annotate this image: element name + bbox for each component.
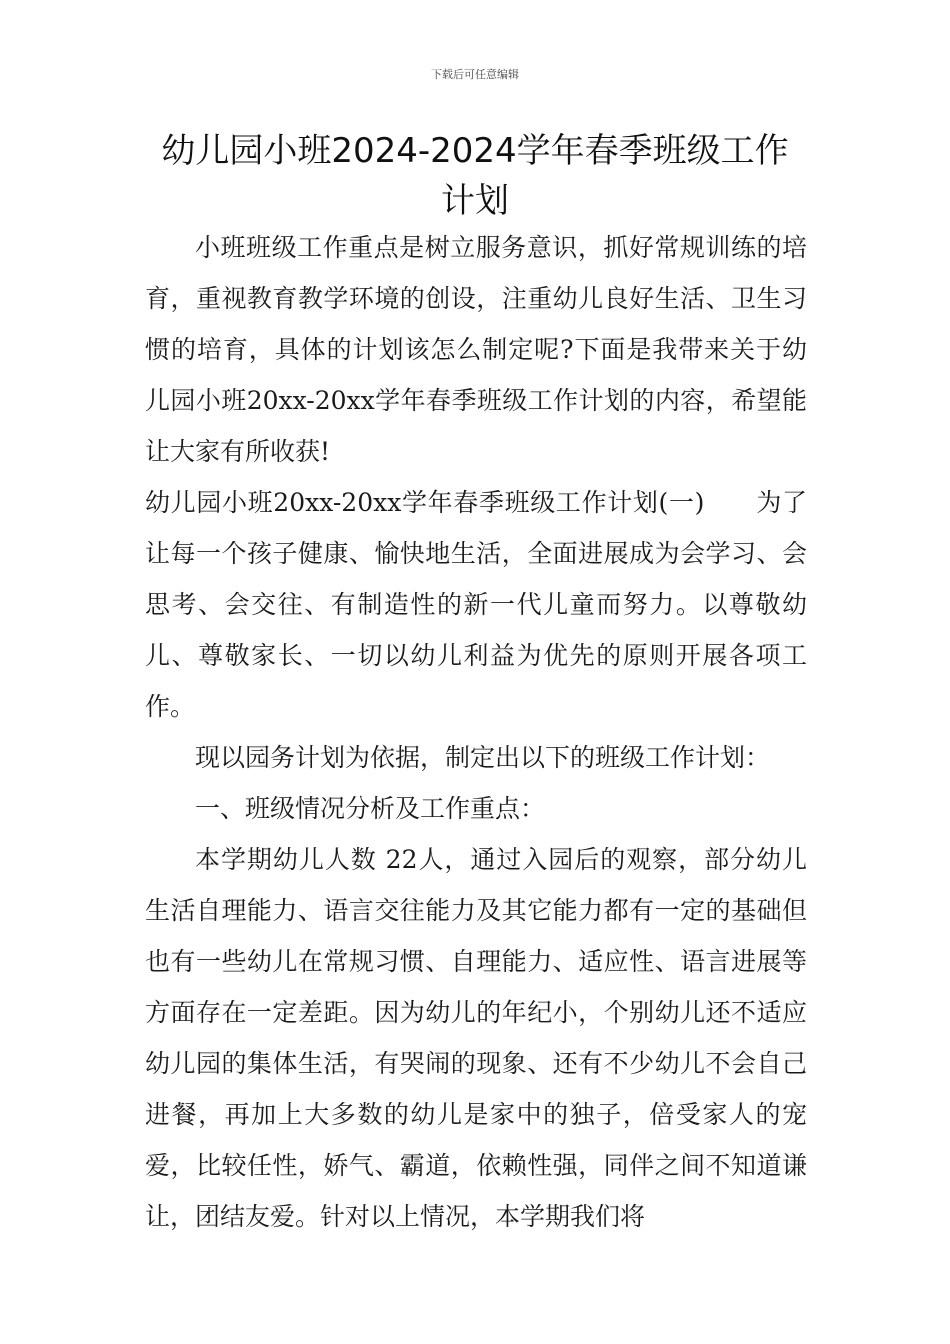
- section-heading-class-analysis: 一、班级情况分析及工作重点：: [195, 794, 546, 823]
- paragraph-basis: 现以园务计划为依据，制定出以下的班级工作计划：: [195, 743, 771, 772]
- header-note: 下载后可任意编辑: [431, 68, 519, 81]
- paragraph-intro: 小班班级工作重点是树立服务意识，抓好常规训练的培育，重视教育教学环境的创设，注重幼儿良好生活、卫生习惯的培育，具体的计划该怎么制定呢?下面是我带来关于幼儿园小班20xx-20xx学年春季班级工作计划的内容，希望能让大家有所收获!: [145, 233, 807, 466]
- document-title: 幼儿园小班2024-2024学年春季班级工作计划: [161, 131, 789, 221]
- paragraph-plan-one: 幼儿园小班20xx-20xx学年春季班级工作计划(一) 为了让每一个孩子健康、愉快地生活，全面进展成为会学习、会思考、会交往、有制造性的新一代儿童而努力。以尊敬幼儿、尊敬家长、一切以幼儿利益为优先的原则开展各项工作。: [145, 488, 807, 721]
- paragraph-class-situation: 本学期幼儿人数 22人，通过入园后的观察，部分幼儿生活自理能力、语言交往能力及其它能力都有一定的基础但也有一些幼儿在常规习惯、自理能力、适应性、语言进展等方面存在一定差距。因为幼儿的年纪小，个别幼儿还不适应幼儿园的集体生活，有哭闹的现象、还有不少幼儿不会自己进餐，再加上大多数的幼儿是家中的独子，倍受家人的宠爱，比较任性，娇气、霸道，依赖性强，同伴之间不知道谦让，团结友爱。针对以上情况，本学期我们将: [145, 845, 807, 1231]
- document-body: [145, 222, 807, 1242]
